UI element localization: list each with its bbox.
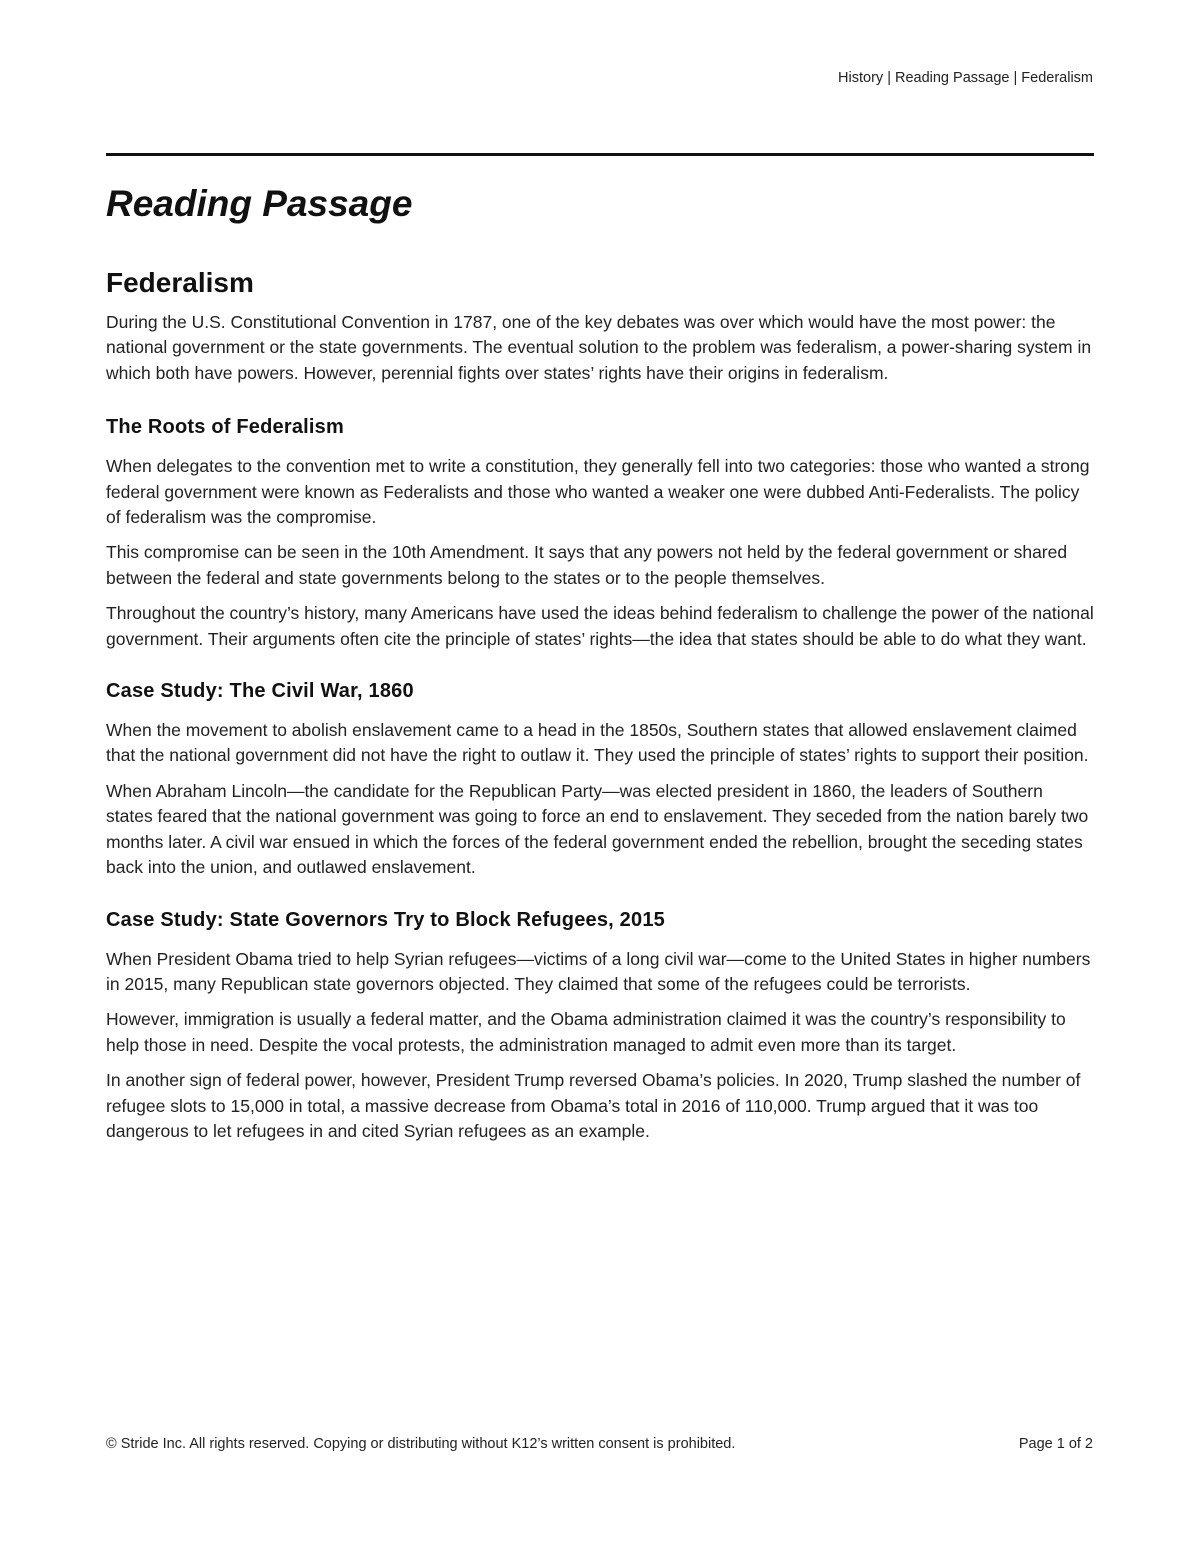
paragraph: However, immigration is usually a federal matter, and the Obama administration claimed it was the country’s responsibility to help those in need. Despite the vocal protests, the administration managed to admit even more than its target. — [106, 1009, 1066, 1055]
section-heading: Case Study: State Governors Try to Block Refugees, 2015 — [106, 908, 665, 931]
header-divider — [106, 153, 1094, 156]
paragraph: In another sign of federal power, however, President Trump reversed Obama’s policies. In 2020, Trump slashed the number of refugee slots to 15,000 in total, a massive decrease from Obama’s total in 2016 of 110,000. Trump argued that it was too dangerous to let refugees in and cited Syrian refugees as an example. — [106, 1070, 1081, 1141]
paragraph: This compromise can be seen in the 10th Amendment. It says that any powers not held by the federal government or shared between the federal and state governments belong to the states or to the people themselves. — [106, 542, 1068, 588]
page-title: Federalism — [106, 267, 254, 298]
section-roots-of-federalism — [106, 412, 1094, 652]
section-civil-war-case-study — [106, 676, 1094, 880]
section-heading: Case Study: The Civil War, 1860 — [106, 680, 414, 703]
section-heading: The Roots of Federalism — [106, 416, 344, 439]
paragraph: When President Obama tried to help Syrian refugees—victims of a long civil war—come to the United States in higher numbers in 2015, many Republican state governors objected. They claimed that some of the refugees could be terrorists. — [106, 948, 1091, 994]
document-body — [106, 178, 1094, 1144]
document-type-title: Reading Passage — [106, 183, 413, 224]
paragraph: When delegates to the convention met to write a constitution, they generally fell into two categories: those who wanted a strong federal government were known as Federalists and those who wanted a weaker one were dubbed Anti-Federalists. The policy of federalism was the compromise. — [106, 456, 1090, 528]
page-header-breadcrumb: History | Reading Passage | Federalism — [838, 70, 1093, 86]
paragraph: Throughout the country’s history, many Americans have used the ideas behind federalism to challenge the power of the national government. Their arguments often cite the principle of states’ rights—the idea that states should be able to do what they want. — [106, 603, 1094, 649]
footer-copyright: © Stride Inc. All rights reserved. Copying or distributing without K12’s written consent is prohibited. — [106, 1436, 736, 1452]
intro-paragraph: During the U.S. Constitutional Convention in 1787, one of the key debates was over which would have the most power: the national government or the state governments. The eventual solution to the problem was federalism, a power-sharing system in which both have powers. However, perennial fights over states’ rights have their origins in federalism. — [106, 312, 1092, 383]
paragraph: When the movement to abolish enslavement came to a head in the 1850s, Southern states that allowed enslavement claimed that the national government did not have the right to outlaw it. They used the principle of states’ rights to support their position. — [106, 720, 1089, 766]
paragraph: When Abraham Lincoln—the candidate for the Republican Party—was elected president in 1860, the leaders of Southern states feared that the national government was going to force an end to enslavement. They seceded from the nation barely two months later. A civil war ensued in which the forces of the federal government ended the rebellion, brought the seceding states back into the union, and outlawed enslavement. — [106, 780, 1089, 878]
section-refugees-case-study — [106, 905, 1094, 1145]
footer-page-number: Page 1 of 2 — [1018, 1436, 1093, 1452]
